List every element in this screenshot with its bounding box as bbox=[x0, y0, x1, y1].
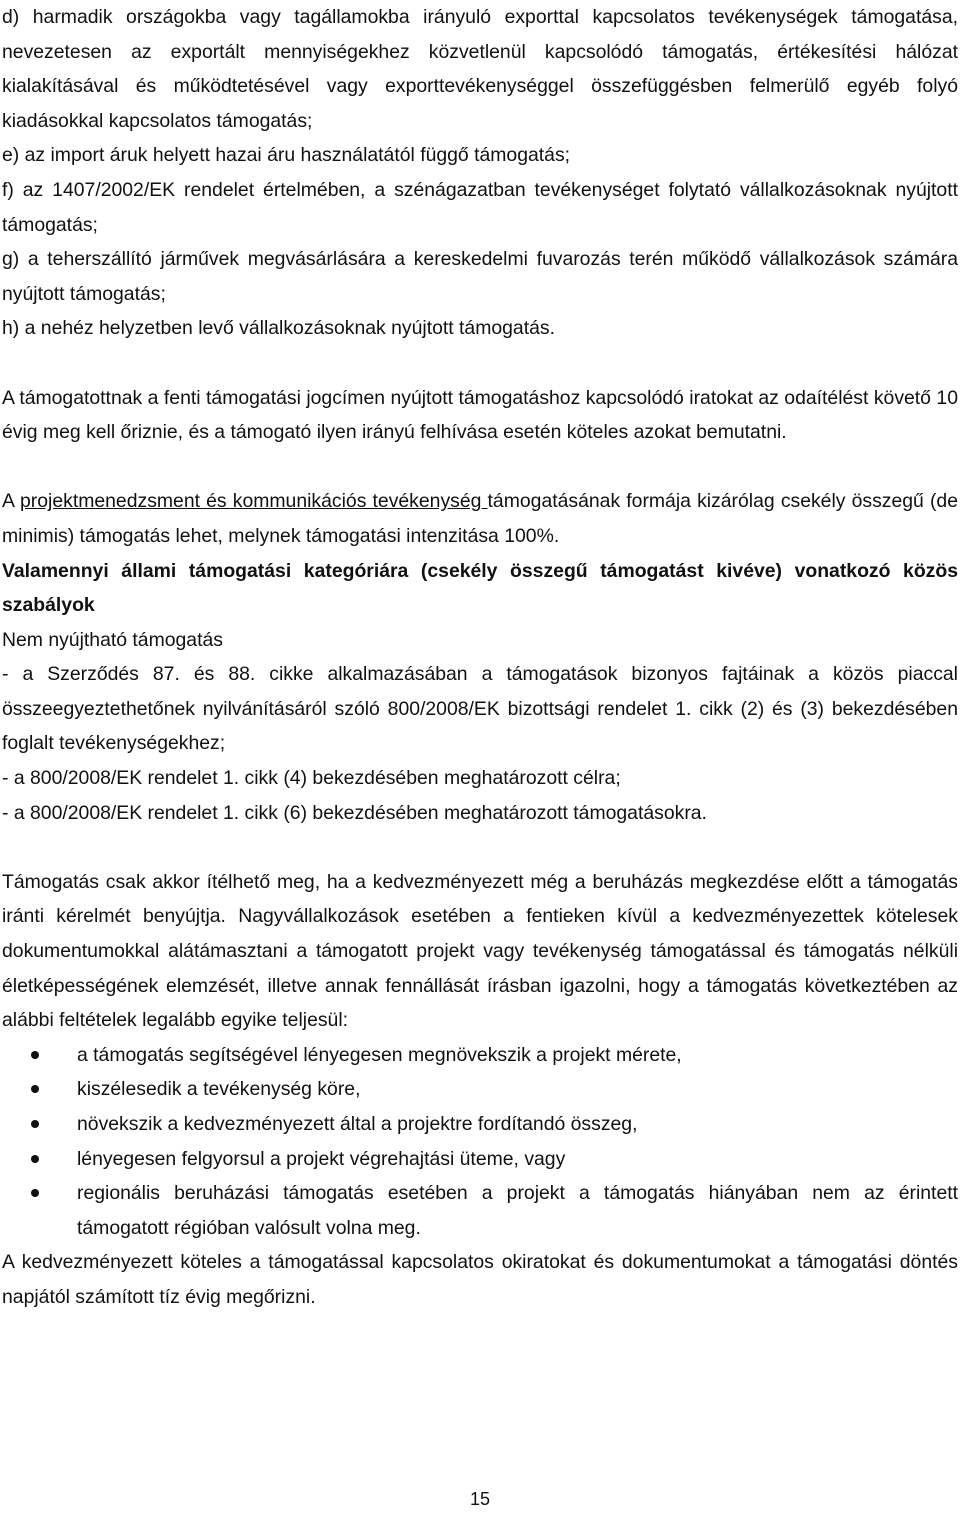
bullet-item bbox=[2, 1038, 958, 1073]
bullet-text: regionális beruházási támogatás esetében a projekt a támogatás hiányában nem az érintett támogatott régióban valósult volna meg. bbox=[77, 1182, 958, 1239]
project-underlined-text: projektmenedzsment és kommunikációs tevékenység bbox=[20, 490, 488, 513]
bullet-item bbox=[2, 1072, 958, 1107]
bullet-icon bbox=[31, 1085, 39, 1093]
bullet-icon bbox=[31, 1155, 39, 1163]
list-item-d: d) harmadik országokba vagy tagállamokba irányuló exporttal kapcsolatos tevékenységek támogatása, nevezetesen az exportált mennyiségekhez közvetlenül kapcsolódó támogatás, értékesítési hálózat kialakításával és működtetésével vagy exporttevékenységgel összefüggésben felmerülő egyéb folyó kiadásokkal kapcsolatos támogatás; bbox=[2, 6, 958, 132]
list-item-g: g) a teherszállító járművek megvásárlására a kereskedelmi fuvarozás terén működő vállalkozások számára nyújtott támogatás; bbox=[2, 248, 958, 305]
bullet-text: lényegesen felgyorsul a projekt végrehajtási üteme, vagy bbox=[77, 1147, 566, 1170]
section-heading: Valamennyi állami támogatási kategóriára (csekély összegű támogatást kivéve) vonatkozó közös szabályok bbox=[2, 559, 958, 617]
bullet-text: kiszélesedik a tevékenység köre, bbox=[77, 1078, 361, 1101]
bullet-text: növekszik a kedvezményezett által a projektre fordítandó összeg, bbox=[77, 1113, 638, 1135]
bullet-icon bbox=[31, 1120, 39, 1128]
retention-paragraph: A támogatottnak a fenti támogatási jogcímen nyújtott támogatáshoz kapcsolódó iratokat az odaítélést követő 10 évig meg kell őriznie, és a támogató ilyen irányú felhívása esetén köteles azokat bemutatni. bbox=[2, 386, 958, 444]
exclusions-list bbox=[2, 657, 958, 830]
conditions-bullet-list bbox=[2, 1038, 958, 1246]
excluded-activities-list bbox=[2, 0, 958, 346]
section-subheading: Nem nyújtható támogatás bbox=[2, 628, 223, 651]
documents-paragraph: A kedvezményezett köteles a támogatással kapcsolatos okiratokat és dokumentumokat a támogatási döntés napjától számított tíz évig megőrizni. bbox=[2, 1251, 958, 1308]
project-management-paragraph bbox=[2, 484, 958, 553]
bullet-item bbox=[2, 1176, 958, 1245]
conditions-paragraph: Támogatás csak akkor ítélhető meg, ha a kedvezményezett még a beruházás megkezdése előtt a támogatás iránti kérelmét benyújtja. Nagyvállalkozások esetében a fentieken kívül a kedvezményezettek kötelesek dokumentumokkal alátámasztani a támogatott projekt vagy tevékenység támogatással és támogatás nélküli életképességének elemzését, illetve annak fennállását írásban igazolni, hogy a támogatás következtében az alábbi feltételek legalább egyike teljesül: bbox=[2, 870, 958, 1032]
bullet-item bbox=[2, 1107, 958, 1142]
bullet-text: a támogatás segítségével lényegesen megnövekszik a projekt mérete, bbox=[77, 1043, 682, 1066]
project-prefix: A bbox=[2, 490, 21, 513]
list-item-f: f) az 1407/2002/EK rendelet értelmében, a szénágazatban tevékenységet folytató vállalkozásoknak nyújtott támogatás; bbox=[2, 178, 958, 236]
exclusion-item: - a Szerződés 87. és 88. cikke alkalmazásában a támogatások bizonyos fajtáinak a közös piaccal összeegyeztethetőnek nyilvánításáról szóló 800/2008/EK bizottsági rendelet 1. cikk (2) és (3) bekezdésében foglalt tevékenységekhez; bbox=[2, 663, 958, 755]
bullet-item bbox=[2, 1142, 958, 1177]
exclusion-item: - a 800/2008/EK rendelet 1. cikk (6) bekezdésében meghatározott támogatásokra. bbox=[2, 801, 707, 824]
bullet-icon bbox=[31, 1189, 39, 1197]
bullet-icon bbox=[31, 1051, 39, 1059]
list-item-e: e) az import áruk helyett hazai áru használatától függő támogatás; bbox=[2, 144, 571, 167]
list-item-h: h) a nehéz helyzetben levő vállalkozásoknak nyújtott támogatás. bbox=[2, 317, 555, 340]
exclusion-item: - a 800/2008/EK rendelet 1. cikk (4) bekezdésében meghatározott célra; bbox=[2, 767, 621, 790]
project-suffix: támogatásának formája kizárólag csekély összegű (de minimis) támogatás lehet, melynek támogatási intenzitása 100%. bbox=[2, 490, 958, 547]
page-number: 15 bbox=[469, 1489, 491, 1509]
